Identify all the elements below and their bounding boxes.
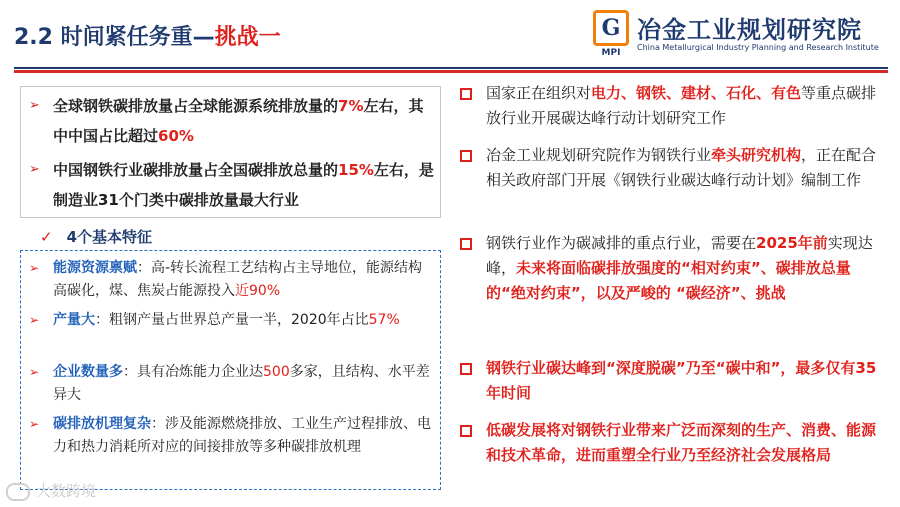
logo-name-cn: 冶金工业规划研究院 <box>637 16 862 44</box>
feature-label: 碳排放机理复杂 <box>53 416 151 432</box>
feature-item-mechanism <box>29 413 434 459</box>
feature-item-energy <box>29 257 434 303</box>
challenge-item <box>460 418 890 468</box>
challenge-text: ，正在配合相关政府部门开展《钢铁行业碳达峰行动计划》编制工作 <box>486 146 877 189</box>
header-divider <box>14 67 888 69</box>
challenge-highlight: 钢铁行业碳达峰到“深度脱碳”乃至“碳中和”，最多仅有35年时间 <box>486 359 877 402</box>
challenge-highlight: 低碳发展将对钢铁行业带来广泛而深刻的生产、消费、能源和技术革命，进而重塑全行业乃至经济社会发展格局 <box>486 421 877 464</box>
summary-text: 左右，是制造业31个门类中碳排放量最大行业 <box>53 161 434 209</box>
challenge-text: 实现达峰， <box>486 234 873 277</box>
feature-label: 能源资源禀赋 <box>53 260 137 276</box>
arrow-bullet-icon: ➢ <box>29 417 40 431</box>
page-title <box>14 20 281 51</box>
header-divider-accent <box>14 70 888 73</box>
summary-text: 中国钢铁行业碳排放量占全国碳排放总量的 <box>53 161 339 179</box>
challenge-item <box>460 231 890 306</box>
challenge-item <box>460 81 890 131</box>
feature-item-output <box>29 309 434 332</box>
feature-value: 近90% <box>235 283 281 299</box>
challenge-text: 钢铁行业作为碳减排的重点行业，需要在 <box>486 234 757 252</box>
logo-abbr: MPI <box>601 48 621 58</box>
features-heading <box>40 226 152 247</box>
summary-item-china <box>29 155 434 215</box>
summary-text: 左右，其中中国占比超过 <box>53 97 424 145</box>
title-prefix: 2.2 时间紧任务重— <box>14 25 215 50</box>
feature-label: 产量大 <box>53 312 95 328</box>
summary-value: 15% <box>338 161 374 179</box>
summary-item-global <box>29 91 434 151</box>
challenge-text: 冶金工业规划研究院作为钢铁行业 <box>486 146 712 164</box>
challenge-highlight: 电力、钢铁、建材、石化、有色 <box>591 84 802 102</box>
square-bullet-icon <box>460 238 472 250</box>
title-highlight: 挑战一 <box>214 25 281 50</box>
arrow-bullet-icon: ➢ <box>29 162 40 177</box>
arrow-bullet-icon: ➢ <box>29 261 40 275</box>
challenge-highlight: 牵头研究机构 <box>711 146 802 164</box>
features-box <box>20 250 441 490</box>
challenge-highlight: 2025年前 <box>756 234 828 252</box>
features-heading-text: 4个基本特征 <box>66 228 153 246</box>
summary-value: 60% <box>158 127 194 145</box>
challenge-text: 国家正在组织对 <box>486 84 592 102</box>
mpi-logo <box>593 8 893 64</box>
feature-text: ：涉及能源燃烧排放、工业生产过程排放、电力和热力消耗所对应的间接排放等多种碳排放机理 <box>53 416 431 455</box>
challenge-item <box>460 143 890 193</box>
challenge-item <box>460 356 890 406</box>
challenge-text: 等重点碳排放行业开展碳达峰行动计划研究工作 <box>486 84 877 127</box>
summary-value: 7% <box>338 97 364 115</box>
square-bullet-icon <box>460 363 472 375</box>
feature-text: 多家，且结构、水平差异大 <box>53 364 430 403</box>
watermark-text: 大数跨境 <box>36 482 97 500</box>
watermark <box>6 480 96 501</box>
feature-text: ：粗钢产量占世界总产量一半，2020年占比 <box>95 312 369 328</box>
square-bullet-icon <box>460 88 472 100</box>
logo-name-en: China Metallurgical Industry Planning and Research Institute <box>637 43 879 52</box>
feature-text: ：具有冶炼能力企业达 <box>123 364 263 380</box>
arrow-bullet-icon: ➢ <box>29 98 40 113</box>
feature-value: 500 <box>263 364 290 380</box>
feature-value: 57% <box>368 312 400 328</box>
challenge-highlight: 未来将面临碳排放强度的“相对约束”、碳排放总量的“绝对约束”，以及严峻的 “碳经济”、挑战 <box>486 259 851 302</box>
square-bullet-icon <box>460 150 472 162</box>
feature-item-enterprises <box>29 361 434 407</box>
square-bullet-icon <box>460 425 472 437</box>
feature-label: 企业数量多 <box>53 364 123 380</box>
feature-text: ：高-转长流程工艺结构占主导地位，能源结构高碳化，煤、焦炭占能源投入 <box>53 260 423 299</box>
summary-text: 全球钢铁碳排放量占全球能源系统排放量的 <box>53 97 339 115</box>
check-icon: ✓ <box>40 228 53 246</box>
watermark-logo-icon <box>6 483 30 501</box>
arrow-bullet-icon: ➢ <box>29 313 40 327</box>
logo-mark-icon: G <box>593 10 629 46</box>
arrow-bullet-icon: ➢ <box>29 365 40 379</box>
emissions-summary-box <box>20 86 441 218</box>
